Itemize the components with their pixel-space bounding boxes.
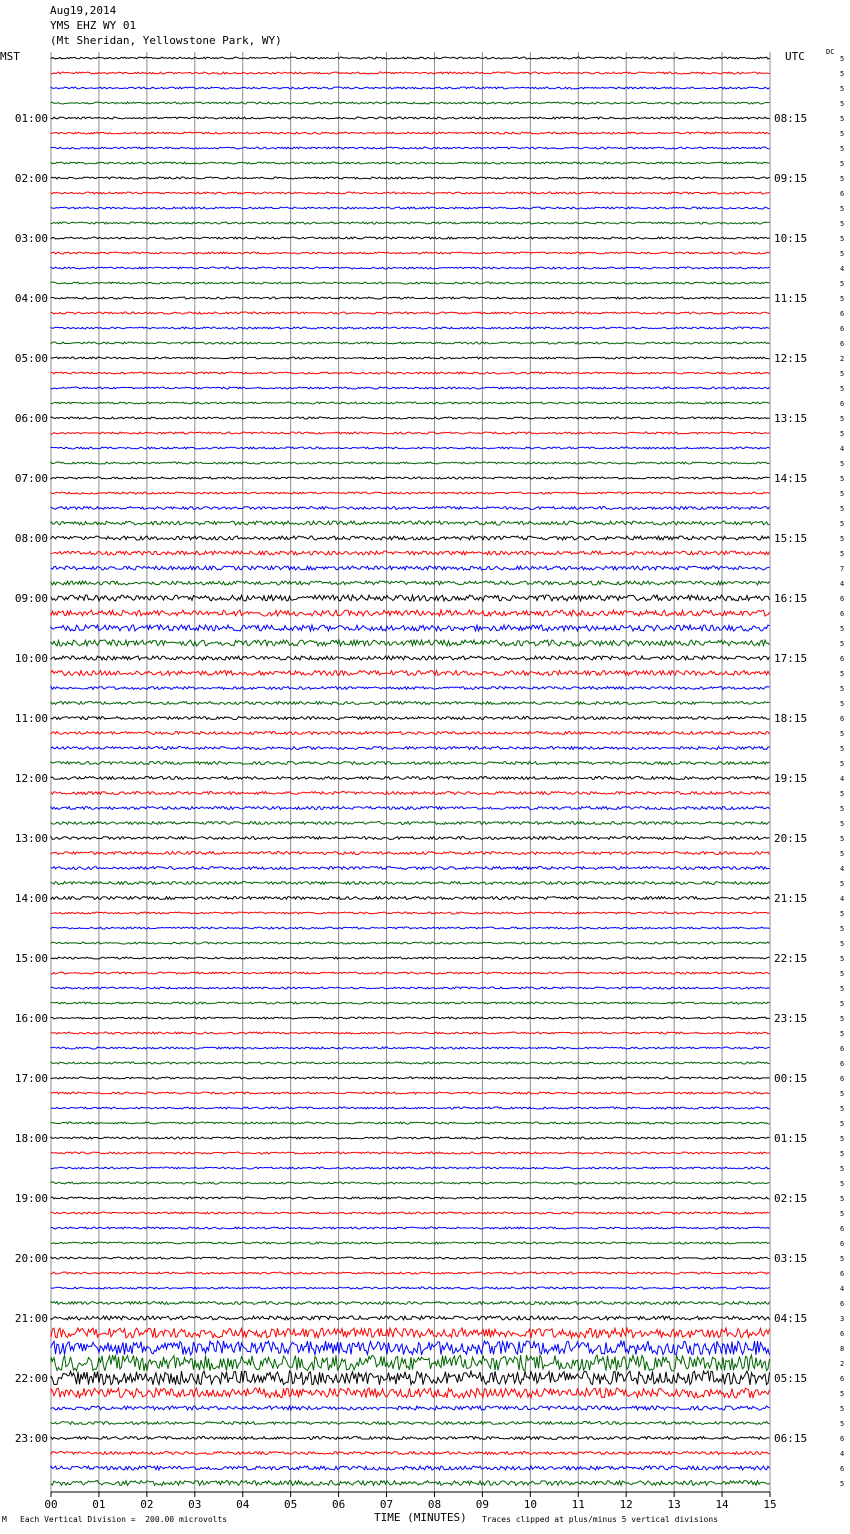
trace-57 <box>51 897 770 900</box>
trace-60 <box>51 942 770 944</box>
trace-3 <box>51 87 770 89</box>
right-hour-label: 15:15 <box>774 532 808 545</box>
dc-value: 5 <box>840 760 845 768</box>
dc-value: 5 <box>840 640 845 648</box>
right-hour-label: 16:15 <box>774 592 808 605</box>
trace-14 <box>51 252 770 254</box>
dc-value: 6 <box>840 1465 845 1473</box>
trace-42 <box>51 671 770 676</box>
left-hour-label: 10:00 <box>14 652 48 665</box>
x-tick-label-00: 00 <box>44 1498 58 1511</box>
dc-value: 6 <box>840 190 845 198</box>
trace-80 <box>51 1242 770 1244</box>
trace-12 <box>51 222 770 224</box>
left-hour-label: 14:00 <box>14 892 48 905</box>
right-hour-label: 08:15 <box>774 112 808 125</box>
dc-value: 5 <box>840 175 845 183</box>
left-hour-label: 21:00 <box>14 1312 48 1325</box>
station-code: YMS EHZ WY 01 <box>50 19 137 32</box>
trace-78 <box>51 1212 770 1214</box>
dc-value: 5 <box>840 115 845 123</box>
trace-20 <box>51 342 770 344</box>
dc-value: 5 <box>840 370 845 378</box>
x-axis-title: TIME (MINUTES) <box>374 1511 467 1524</box>
trace-66 <box>51 1032 770 1034</box>
dc-value: 5 <box>840 1105 845 1113</box>
trace-21 <box>51 357 770 359</box>
trace-11 <box>51 207 770 209</box>
left-hour-label: 20:00 <box>14 1252 48 1265</box>
dc-value: 5 <box>840 880 845 888</box>
x-tick-label-12: 12 <box>619 1498 633 1511</box>
dc-value: 5 <box>840 550 845 558</box>
trace-87 <box>51 1341 770 1355</box>
right-hour-label: 13:15 <box>774 412 808 425</box>
trace-61 <box>51 957 770 959</box>
left-hour-label: 08:00 <box>14 532 48 545</box>
trace-70 <box>51 1092 770 1094</box>
trace-62 <box>51 972 770 974</box>
trace-30 <box>51 492 770 494</box>
trace-10 <box>51 192 770 194</box>
dc-value: 7 <box>840 565 845 573</box>
dc-value: 5 <box>840 205 845 213</box>
clip-note: Traces clipped at plus/minus 5 vertical divisions <box>482 1515 719 1524</box>
right-hour-label: 23:15 <box>774 1012 808 1025</box>
left-hour-label: 23:00 <box>14 1432 48 1445</box>
trace-81 <box>51 1257 770 1259</box>
dc-value: 6 <box>840 655 845 663</box>
right-hour-label: 11:15 <box>774 292 808 305</box>
dc-value: 5 <box>840 700 845 708</box>
trace-48 <box>51 762 770 765</box>
trace-54 <box>51 852 770 855</box>
trace-96 <box>51 1481 770 1486</box>
left-hour-label: 04:00 <box>14 292 48 305</box>
trace-53 <box>51 837 770 840</box>
x-tick-label-08: 08 <box>427 1498 442 1511</box>
dc-value: 5 <box>840 910 845 918</box>
dc-value: 5 <box>840 490 845 498</box>
trace-71 <box>51 1107 770 1109</box>
dc-value: 4 <box>840 1285 845 1293</box>
trace-36 <box>51 581 770 585</box>
trace-13 <box>51 237 770 239</box>
trace-59 <box>51 927 770 929</box>
dc-value: 4 <box>840 895 845 903</box>
dc-value: 5 <box>840 970 845 978</box>
dc-value: 5 <box>840 460 845 468</box>
dc-value: 5 <box>840 925 845 933</box>
right-hour-label: 17:15 <box>774 652 808 665</box>
left-hour-label: 07:00 <box>14 472 48 485</box>
right-hour-label: 19:15 <box>774 772 808 785</box>
dc-value: 2 <box>840 1360 845 1368</box>
trace-4 <box>51 102 770 104</box>
dc-value: 5 <box>840 280 845 288</box>
x-tick-label-13: 13 <box>667 1498 681 1511</box>
right-hour-label: 10:15 <box>774 232 808 245</box>
trace-51 <box>51 807 770 810</box>
dc-value: 5 <box>840 685 845 693</box>
left-hour-label: 09:00 <box>14 592 48 605</box>
trace-18 <box>51 312 770 314</box>
trace-15 <box>51 267 770 269</box>
dc-value: 5 <box>840 220 845 228</box>
left-hour-label: 11:00 <box>14 712 48 725</box>
dc-value: 3 <box>840 1315 845 1323</box>
dc-value: 5 <box>840 1000 845 1008</box>
trace-56 <box>51 882 770 885</box>
trace-74 <box>51 1152 770 1154</box>
trace-5 <box>51 117 770 119</box>
dc-value: 5 <box>840 955 845 963</box>
trace-75 <box>51 1167 770 1169</box>
x-tick-label-15: 15 <box>763 1498 777 1511</box>
right-hour-label: 20:15 <box>774 832 808 845</box>
dc-value: 5 <box>840 1480 845 1488</box>
x-tick-label-11: 11 <box>571 1498 585 1511</box>
left-hour-label: 16:00 <box>14 1012 48 1025</box>
trace-43 <box>51 687 770 690</box>
x-tick-label-10: 10 <box>523 1498 537 1511</box>
trace-2 <box>51 72 770 74</box>
dc-value: 5 <box>840 145 845 153</box>
trace-58 <box>51 912 770 914</box>
dc-value: 5 <box>840 1165 845 1173</box>
x-tick-label-06: 06 <box>331 1498 346 1511</box>
dc-value: 5 <box>840 790 845 798</box>
trace-65 <box>51 1017 770 1019</box>
trace-26 <box>51 432 770 434</box>
trace-77 <box>51 1197 770 1199</box>
dc-value: 5 <box>840 520 845 528</box>
trace-52 <box>51 822 770 825</box>
trace-31 <box>51 507 770 510</box>
trace-69 <box>51 1077 770 1079</box>
trace-7 <box>51 147 770 149</box>
trace-29 <box>51 477 770 479</box>
trace-35 <box>51 566 770 570</box>
dc-value: 5 <box>840 940 845 948</box>
dc-value: 4 <box>840 580 845 588</box>
trace-49 <box>51 777 770 780</box>
dc-value: 4 <box>840 445 845 453</box>
dc-value: 5 <box>840 1405 845 1413</box>
trace-67 <box>51 1047 770 1049</box>
trace-91 <box>51 1406 770 1410</box>
right-hour-label: 04:15 <box>774 1312 808 1325</box>
dc-value: 5 <box>840 160 845 168</box>
right-hour-label: 18:15 <box>774 712 808 725</box>
station-location: (Mt Sheridan, Yellowstone Park, WY) <box>50 34 282 47</box>
dc-value: 6 <box>840 1060 845 1068</box>
trace-41 <box>51 656 770 660</box>
dc-value: 6 <box>840 715 845 723</box>
left-hour-label: 12:00 <box>14 772 48 785</box>
trace-83 <box>51 1287 770 1289</box>
dc-value: 5 <box>840 1255 845 1263</box>
left-hour-label: 13:00 <box>14 832 48 845</box>
trace-19 <box>51 327 770 329</box>
trace-23 <box>51 387 770 389</box>
trace-88 <box>51 1355 770 1371</box>
scale-note: Each Vertical Division = 200.00 microvolts <box>20 1515 228 1524</box>
dc-value: 5 <box>840 415 845 423</box>
dc-value: 5 <box>840 55 845 63</box>
dc-value: 5 <box>840 1390 845 1398</box>
dc-value: 5 <box>840 535 845 543</box>
left-hour-label: 17:00 <box>14 1072 48 1085</box>
dc-value: 5 <box>840 385 845 393</box>
trace-40 <box>51 640 770 646</box>
trace-34 <box>51 551 770 555</box>
trace-95 <box>51 1466 770 1470</box>
right-hour-label: 09:15 <box>774 172 808 185</box>
dc-value: 2 <box>840 355 845 363</box>
trace-47 <box>51 747 770 750</box>
dc-value: 5 <box>840 235 845 243</box>
trace-39 <box>51 625 770 631</box>
left-hour-label: 03:00 <box>14 232 48 245</box>
trace-27 <box>51 447 770 449</box>
trace-92 <box>51 1422 770 1425</box>
dc-value: 5 <box>840 625 845 633</box>
dc-value: 5 <box>840 505 845 513</box>
right-hour-label: 06:15 <box>774 1432 808 1445</box>
left-hour-label: 19:00 <box>14 1192 48 1205</box>
dc-value: 4 <box>840 265 845 273</box>
dc-value: 5 <box>840 1195 845 1203</box>
trace-55 <box>51 867 770 870</box>
dc-value: 6 <box>840 325 845 333</box>
dc-value: 5 <box>840 475 845 483</box>
trace-50 <box>51 792 770 795</box>
trace-84 <box>51 1302 770 1305</box>
x-tick-label-14: 14 <box>715 1498 729 1511</box>
x-tick-label-05: 05 <box>284 1498 298 1511</box>
left-hour-label: 02:00 <box>14 172 48 185</box>
right-hour-label: 05:15 <box>774 1372 808 1385</box>
dc-value: 5 <box>840 985 845 993</box>
dc-value: 5 <box>840 295 845 303</box>
dc-value: 5 <box>840 745 845 753</box>
right-hour-label: 00:15 <box>774 1072 808 1085</box>
dc-value: 5 <box>840 250 845 258</box>
left-hour-label: 22:00 <box>14 1372 48 1385</box>
right-timezone-label: UTC <box>785 50 805 63</box>
dc-value: 6 <box>840 1270 845 1278</box>
record-date: Aug19,2014 <box>50 4 117 17</box>
trace-38 <box>51 610 770 616</box>
dc-value: 8 <box>840 1345 845 1353</box>
trace-45 <box>51 717 770 720</box>
dc-value: 6 <box>840 400 845 408</box>
dc-value: 6 <box>840 1330 845 1338</box>
dc-value: 5 <box>840 835 845 843</box>
trace-37 <box>51 595 770 601</box>
right-hour-label: 02:15 <box>774 1192 808 1205</box>
x-tick-label-07: 07 <box>379 1498 394 1511</box>
dc-value: 5 <box>840 1030 845 1038</box>
dc-value: 5 <box>840 130 845 138</box>
trace-22 <box>51 372 770 374</box>
trace-94 <box>51 1452 770 1455</box>
dc-value: 5 <box>840 670 845 678</box>
dc-value: 6 <box>840 310 845 318</box>
trace-76 <box>51 1182 770 1184</box>
trace-64 <box>51 1002 770 1004</box>
dc-value: 5 <box>840 430 845 438</box>
dc-value: 6 <box>840 610 845 618</box>
trace-16 <box>51 282 770 284</box>
trace-8 <box>51 162 770 164</box>
left-hour-label: 05:00 <box>14 352 48 365</box>
dc-value: 5 <box>840 730 845 738</box>
dc-value: 5 <box>840 1120 845 1128</box>
x-tick-label-02: 02 <box>140 1498 154 1511</box>
trace-33 <box>51 536 770 540</box>
trace-82 <box>51 1272 770 1274</box>
dc-value: 6 <box>840 1435 845 1443</box>
dc-value: 6 <box>840 1045 845 1053</box>
left-hour-label: 18:00 <box>14 1132 48 1145</box>
right-hour-label: 21:15 <box>774 892 808 905</box>
dc-value: 5 <box>840 1180 845 1188</box>
trace-93 <box>51 1437 770 1440</box>
dc-value: 6 <box>840 595 845 603</box>
left-timezone-label: MST <box>0 50 20 63</box>
trace-63 <box>51 987 770 989</box>
dc-value: 6 <box>840 1300 845 1308</box>
dc-value: 5 <box>840 100 845 108</box>
trace-85 <box>51 1316 770 1320</box>
dc-column-label: DC <box>826 48 835 56</box>
dc-value: 5 <box>840 850 845 858</box>
scale-prefix: M <box>2 1515 7 1524</box>
trace-72 <box>51 1122 770 1124</box>
dc-value: 6 <box>840 340 845 348</box>
dc-value: 5 <box>840 1420 845 1428</box>
dc-value: 5 <box>840 1090 845 1098</box>
x-tick-label-04: 04 <box>236 1498 250 1511</box>
right-hour-label: 03:15 <box>774 1252 808 1265</box>
dc-value: 6 <box>840 1240 845 1248</box>
left-hour-label: 06:00 <box>14 412 48 425</box>
dc-value: 5 <box>840 70 845 78</box>
trace-9 <box>51 177 770 179</box>
dc-value: 5 <box>840 1015 845 1023</box>
trace-1 <box>51 57 770 59</box>
dc-value: 5 <box>840 805 845 813</box>
trace-6 <box>51 132 770 134</box>
left-hour-label: 01:00 <box>14 112 48 125</box>
dc-value: 5 <box>840 85 845 93</box>
dc-value: 6 <box>840 1075 845 1083</box>
dc-value: 6 <box>840 1225 845 1233</box>
right-hour-label: 22:15 <box>774 952 808 965</box>
dc-value: 4 <box>840 1450 845 1458</box>
trace-24 <box>51 402 770 404</box>
trace-89 <box>51 1371 770 1385</box>
trace-79 <box>51 1227 770 1229</box>
trace-28 <box>51 462 770 464</box>
trace-46 <box>51 732 770 735</box>
dc-value: 4 <box>840 865 845 873</box>
x-tick-label-01: 01 <box>92 1498 106 1511</box>
left-hour-label: 15:00 <box>14 952 48 965</box>
dc-value: 5 <box>840 1135 845 1143</box>
right-hour-label: 12:15 <box>774 352 808 365</box>
dc-value: 5 <box>840 1150 845 1158</box>
trace-86 <box>51 1328 770 1338</box>
dc-value: 4 <box>840 775 845 783</box>
trace-44 <box>51 702 770 705</box>
trace-17 <box>51 297 770 299</box>
x-tick-label-03: 03 <box>188 1498 202 1511</box>
dc-value: 6 <box>840 1375 845 1383</box>
trace-73 <box>51 1137 770 1139</box>
trace-25 <box>51 417 770 419</box>
x-tick-label-09: 09 <box>475 1498 490 1511</box>
dc-value: 5 <box>840 820 845 828</box>
dc-value: 5 <box>840 1210 845 1218</box>
right-hour-label: 14:15 <box>774 472 808 485</box>
right-hour-label: 01:15 <box>774 1132 808 1145</box>
trace-68 <box>51 1062 770 1064</box>
trace-90 <box>51 1388 770 1398</box>
trace-32 <box>51 521 770 525</box>
